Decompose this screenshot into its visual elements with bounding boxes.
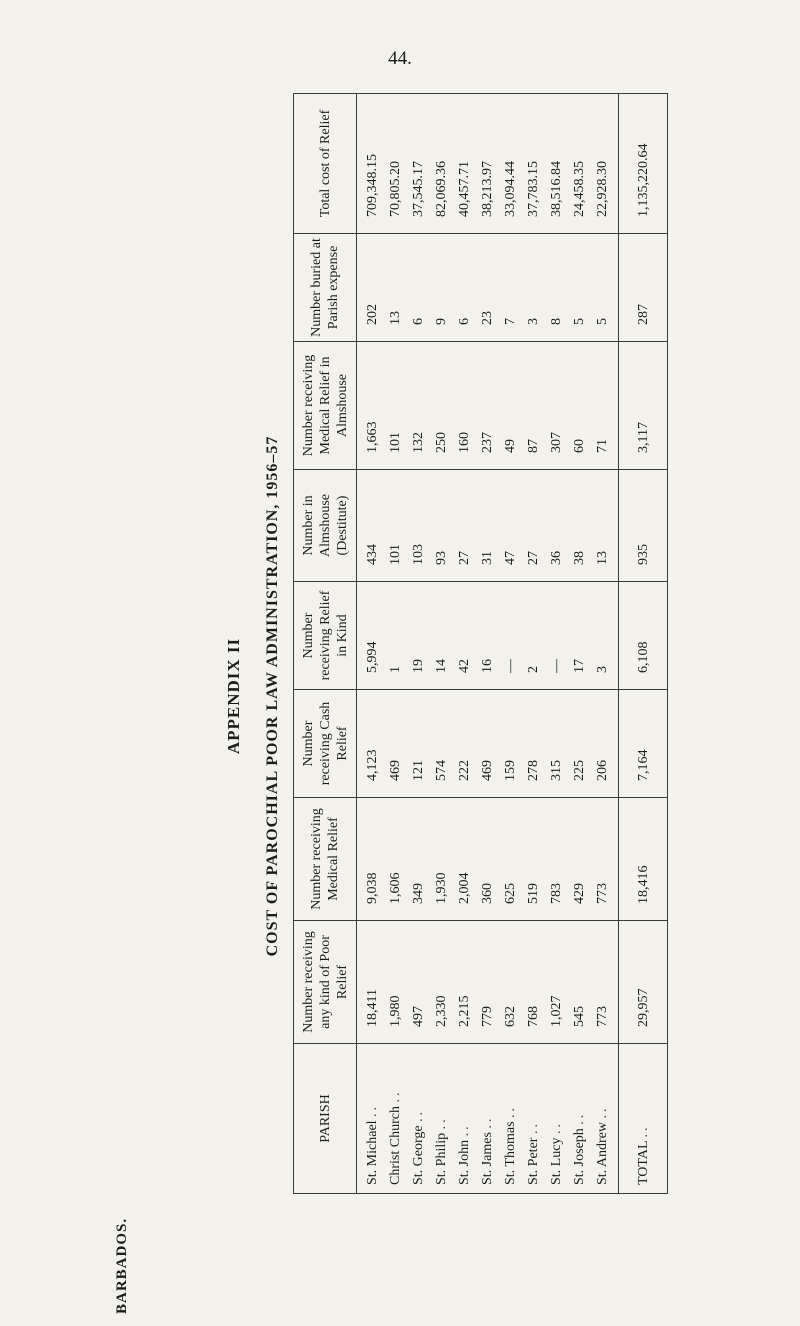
leader-dots: .. [572, 1111, 587, 1125]
almshouse-cell: 27 [522, 470, 545, 582]
medical-relief-cell: 2,004 [453, 798, 476, 921]
total-cost: 1,135,220.64 [619, 94, 668, 234]
cash-relief-cell: 574 [430, 690, 453, 798]
table-row [453, 94, 476, 1194]
relief-in-kind-cell: 14 [430, 582, 453, 690]
table-row [384, 94, 407, 1194]
leader-dots: .. [526, 1121, 541, 1135]
cash-relief-cell: 469 [476, 690, 499, 798]
total-cost-cell: 38,213.97 [476, 94, 499, 234]
almshouse-cell: 13 [591, 470, 619, 582]
buried-cell: 9 [430, 234, 453, 342]
cash-relief-cell: 159 [499, 690, 522, 798]
medical-almshouse-cell: 237 [476, 342, 499, 470]
parish-cell [499, 1044, 522, 1194]
almshouse-cell: 434 [357, 470, 385, 582]
total-almshouse: 935 [619, 470, 668, 582]
table-row [357, 94, 385, 1194]
parish-name: St. Michael [365, 1120, 380, 1185]
total-label: TOTAL [635, 1141, 651, 1185]
header-medical-relief: Number receiving Medical Relief [294, 798, 357, 921]
parish-cell [568, 1044, 591, 1194]
any-relief-cell: 2,215 [453, 921, 476, 1044]
leader-dots: .. [434, 1116, 449, 1130]
parish-name: St. Thomas [503, 1121, 518, 1185]
cash-relief-cell: 315 [545, 690, 568, 798]
almshouse-cell: 101 [384, 470, 407, 582]
any-relief-cell: 768 [522, 921, 545, 1044]
parish-cell [591, 1044, 619, 1194]
leader-dots: .. [457, 1123, 472, 1137]
parish-cell [545, 1044, 568, 1194]
table-row [591, 94, 619, 1194]
parish-name: St. Philip [434, 1132, 449, 1185]
any-relief-cell: 2,330 [430, 921, 453, 1044]
total-cost-cell: 709,348.15 [357, 94, 385, 234]
buried-cell: 6 [407, 234, 430, 342]
total-cost-cell: 82,069.36 [430, 94, 453, 234]
header-almshouse: Number in Almshouse (Destitute) [294, 470, 357, 582]
medical-almshouse-cell: 307 [545, 342, 568, 470]
buried-cell: 23 [476, 234, 499, 342]
poor-law-cost-table [293, 93, 668, 1194]
relief-in-kind-cell: 17 [568, 582, 591, 690]
total-cash-relief: 7,164 [619, 690, 668, 798]
total-cost-cell: 33,094.44 [499, 94, 522, 234]
total-cost-cell: 38,516.84 [545, 94, 568, 234]
almshouse-cell: 31 [476, 470, 499, 582]
medical-relief-cell: 773 [591, 798, 619, 921]
any-relief-cell: 1,980 [384, 921, 407, 1044]
cash-relief-cell: 121 [407, 690, 430, 798]
medical-relief-cell: 349 [407, 798, 430, 921]
leader-dots: .. [411, 1108, 426, 1122]
total-buried: 287 [619, 234, 668, 342]
cash-relief-cell: 278 [522, 690, 545, 798]
cash-relief-cell: 4,123 [357, 690, 385, 798]
table-row [430, 94, 453, 1194]
parish-cell [522, 1044, 545, 1194]
relief-in-kind-cell: 42 [453, 582, 476, 690]
leader-dots: .. [365, 1103, 380, 1117]
relief-in-kind-cell: 3 [591, 582, 619, 690]
cash-relief-cell: 222 [453, 690, 476, 798]
cash-relief-cell: 469 [384, 690, 407, 798]
almshouse-cell: 47 [499, 470, 522, 582]
header-parish: PARISH [294, 1044, 357, 1194]
medical-almshouse-cell: 1,663 [357, 342, 385, 470]
medical-almshouse-cell: 160 [453, 342, 476, 470]
cash-relief-cell: 206 [591, 690, 619, 798]
total-row [619, 94, 668, 1194]
medical-almshouse-cell: 87 [522, 342, 545, 470]
relief-in-kind-cell: 16 [476, 582, 499, 690]
parish-name: St. Peter [526, 1137, 541, 1185]
table-row [545, 94, 568, 1194]
header-any-relief: Number receiving any kind of Poor Relief [294, 921, 357, 1044]
any-relief-cell: 779 [476, 921, 499, 1044]
header-total-cost: Total cost of Relief [294, 94, 357, 234]
parish-name: St. James [480, 1132, 495, 1185]
total-cost-cell: 22,928.30 [591, 94, 619, 234]
buried-cell: 7 [499, 234, 522, 342]
medical-relief-cell: 429 [568, 798, 591, 921]
rotated-page [104, 78, 664, 1314]
page-number: 44. [388, 48, 412, 69]
total-cost-cell: 40,457.71 [453, 94, 476, 234]
leader-dots: .. [480, 1115, 495, 1129]
total-cost-cell: 37,783.15 [522, 94, 545, 234]
medical-almshouse-cell: 132 [407, 342, 430, 470]
parish-name: St. John [457, 1139, 472, 1185]
total-medical-relief: 18,416 [619, 798, 668, 921]
any-relief-cell: 18,411 [357, 921, 385, 1044]
medical-relief-cell: 625 [499, 798, 522, 921]
table-title: COST OF PAROCHIAL POOR LAW ADMINISTRATION, 1956–57 [264, 435, 281, 957]
header-cash-relief: Number receiving Cash Relief [294, 690, 357, 798]
almshouse-cell: 27 [453, 470, 476, 582]
total-relief-in-kind: 6,108 [619, 582, 668, 690]
any-relief-cell: 497 [407, 921, 430, 1044]
medical-relief-cell: 1,606 [384, 798, 407, 921]
total-medical-almshouse: 3,117 [619, 342, 668, 470]
appendix-heading: APPENDIX II [224, 637, 243, 755]
any-relief-cell: 773 [591, 921, 619, 1044]
medical-relief-cell: 1,930 [430, 798, 453, 921]
any-relief-cell: 545 [568, 921, 591, 1044]
medical-almshouse-cell: 101 [384, 342, 407, 470]
buried-cell: 3 [522, 234, 545, 342]
buried-cell: 5 [568, 234, 591, 342]
header-medical-almshouse: Number receiving Medical Relief in Almshouse [294, 342, 357, 470]
table-row [568, 94, 591, 1194]
leader-dots: .. [388, 1089, 403, 1103]
parish-name: Christ Church [388, 1106, 403, 1185]
table-row [407, 94, 430, 1194]
almshouse-cell: 36 [545, 470, 568, 582]
relief-in-kind-cell: 19 [407, 582, 430, 690]
medical-almshouse-cell: 49 [499, 342, 522, 470]
parish-name: St. Andrew [595, 1122, 610, 1185]
medical-relief-cell: 783 [545, 798, 568, 921]
total-cost-cell: 24,458.35 [568, 94, 591, 234]
leader-dots: .. [635, 1124, 651, 1138]
buried-cell: 13 [384, 234, 407, 342]
parish-cell [407, 1044, 430, 1194]
table-row [522, 94, 545, 1194]
buried-cell: 202 [357, 234, 385, 342]
leader-dots: .. [549, 1121, 564, 1135]
medical-relief-cell: 360 [476, 798, 499, 921]
parish-cell [453, 1044, 476, 1194]
parish-cell [430, 1044, 453, 1194]
parish-name: St. Joseph [572, 1128, 587, 1185]
medical-almshouse-cell: 71 [591, 342, 619, 470]
medical-relief-cell: 9,038 [357, 798, 385, 921]
leader-dots: .. [595, 1105, 610, 1119]
country-heading: BARBADOS. [114, 1217, 130, 1314]
total-cost-cell: 37,545.17 [407, 94, 430, 234]
relief-in-kind-cell: 5,994 [357, 582, 385, 690]
total-any-relief: 29,957 [619, 921, 668, 1044]
relief-in-kind-cell: — [499, 582, 522, 690]
relief-in-kind-cell: 2 [522, 582, 545, 690]
parish-cell [476, 1044, 499, 1194]
almshouse-cell: 103 [407, 470, 430, 582]
header-row [294, 94, 357, 1194]
almshouse-cell: 38 [568, 470, 591, 582]
medical-almshouse-cell: 60 [568, 342, 591, 470]
table-row [499, 94, 522, 1194]
almshouse-cell: 93 [430, 470, 453, 582]
medical-relief-cell: 519 [522, 798, 545, 921]
buried-cell: 6 [453, 234, 476, 342]
buried-cell: 8 [545, 234, 568, 342]
parish-cell [357, 1044, 385, 1194]
table-row [476, 94, 499, 1194]
parish-name: St. Lucy [549, 1137, 564, 1185]
any-relief-cell: 1,027 [545, 921, 568, 1044]
parish-cell [384, 1044, 407, 1194]
medical-almshouse-cell: 250 [430, 342, 453, 470]
header-buried: Number buried at Parish expense [294, 234, 357, 342]
header-relief-in-kind: Number receiving Relief in Kind [294, 582, 357, 690]
total-label-cell [619, 1044, 668, 1194]
total-cost-cell: 70,805.20 [384, 94, 407, 234]
any-relief-cell: 632 [499, 921, 522, 1044]
cash-relief-cell: 225 [568, 690, 591, 798]
relief-in-kind-cell: 1 [384, 582, 407, 690]
relief-in-kind-cell: — [545, 582, 568, 690]
buried-cell: 5 [591, 234, 619, 342]
leader-dots: .. [503, 1104, 518, 1118]
parish-name: St. George [411, 1125, 426, 1185]
